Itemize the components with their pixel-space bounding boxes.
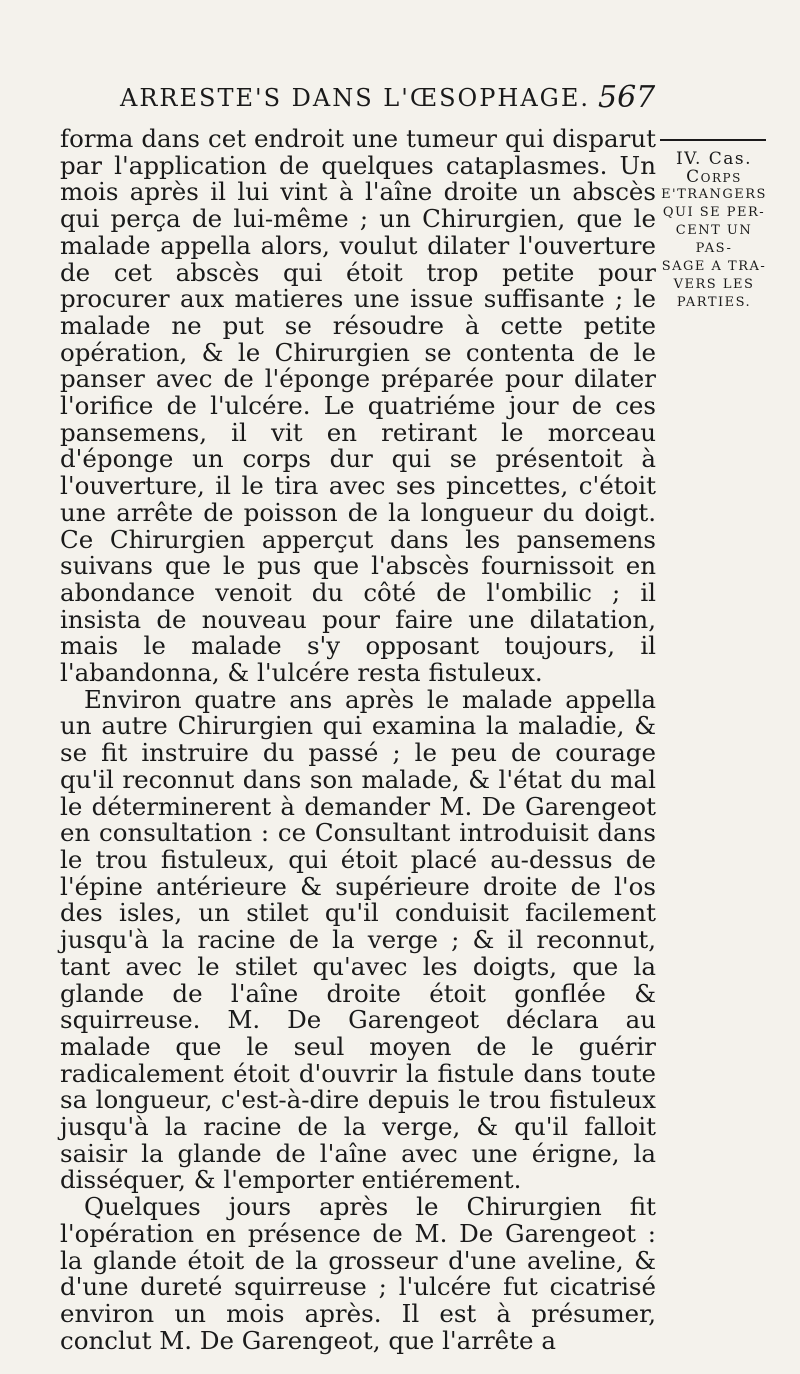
margin-note-line: SAGE A TRA- [661, 259, 767, 274]
paragraph: Environ quatre ans après le malade appella un autre Chirurgien qui examina la maladie, & se fit instruire du passé ; le peu de courage qu'il reconnut dans son malade, & l'état du mal le déterminerent à demander M. De Garengeot en consultation : ce Consultant introduisit dans le trou fistuleux, qui étoit placé au-dessus de l'épine antérieure & supérieure droite de l'os des isles, un stilet qu'il conduisit facilement jusqu'à la racine de la verge ; & il reconnut, tant avec le stilet qu'avec les doigts, que la glande de l'aîne droite étoit gonflée & squirreuse. M. De Garengeot déclara au malade que le seul moyen de le guérir radicalement étoit d'ouvrir la fistule dans toute sa longueur, c'est-à-dire depuis le trou fistuleux jusqu'à la racine de la verge, & qu'il falloit saisir la glande de l'aîne avec une érigne, la disséquer, & l'emporter entiérement. [60, 684, 656, 1195]
margin-note-line: E'TRANGERS [661, 187, 767, 202]
margin-note-line: VERS LES [673, 277, 755, 292]
margin-rule [660, 139, 766, 141]
margin-note [660, 150, 768, 312]
margin-note-line: QUI SE PER- [662, 205, 766, 220]
running-head: ARRESTE'S DANS L'ŒSOPHAGE. [120, 84, 590, 112]
margin-note-line: IV. Cas. [675, 149, 753, 169]
body-text [60, 126, 656, 1354]
page-number: 567 [598, 80, 656, 115]
margin-note-line: Corps [686, 167, 742, 187]
paragraph: Quelques jours après le Chirurgien fit l'opération en présence de M. De Garengeot : la glande étoit de la grosseur d'une aveline, & d'une dureté squirreuse ; l'ulcére fut cicatrisé environ un mois après. Il est à présumer, conclut M. De Garengeot, que l'arrête a [60, 1192, 656, 1355]
paragraph: forma dans cet endroit une tumeur qui disparut par l'application de quelques cataplasmes. Un mois après il lui vint à l'aîne droite un abscès qui perça de lui-même ; un Chirurgien, que le malade appella alors, voulut dilater l'ouverture de cet abscès qui étoit trop petite pour procurer aux matieres une issue suffisante ; le malade ne put se résoudre à cette petite opération, & le Chirurgien se contenta de le panser avec de l'éponge préparée pour dilater l'orifice de l'ulcére. Le quatriéme jour de ces pansemens, il vit en retirant le morceau d'éponge un corps dur qui se présentoit à l'ouverture, il le tira avec ses pincettes, c'étoit une arrête de poisson de la longueur du doigt. Ce Chirurgien apperçut dans les pansemens suivans que le pus que l'abscès fournissoit en abondance venoit du côté de l'ombilic ; il insista de nouveau pour faire une dilatation, mais le malade s'y opposant toujours, il l'abandonna, & l'ulcére resta fistuleux. [60, 124, 656, 688]
margin-note-line: CENT UN PAS- [675, 223, 753, 256]
margin-note-line: PARTIES. [676, 295, 752, 310]
